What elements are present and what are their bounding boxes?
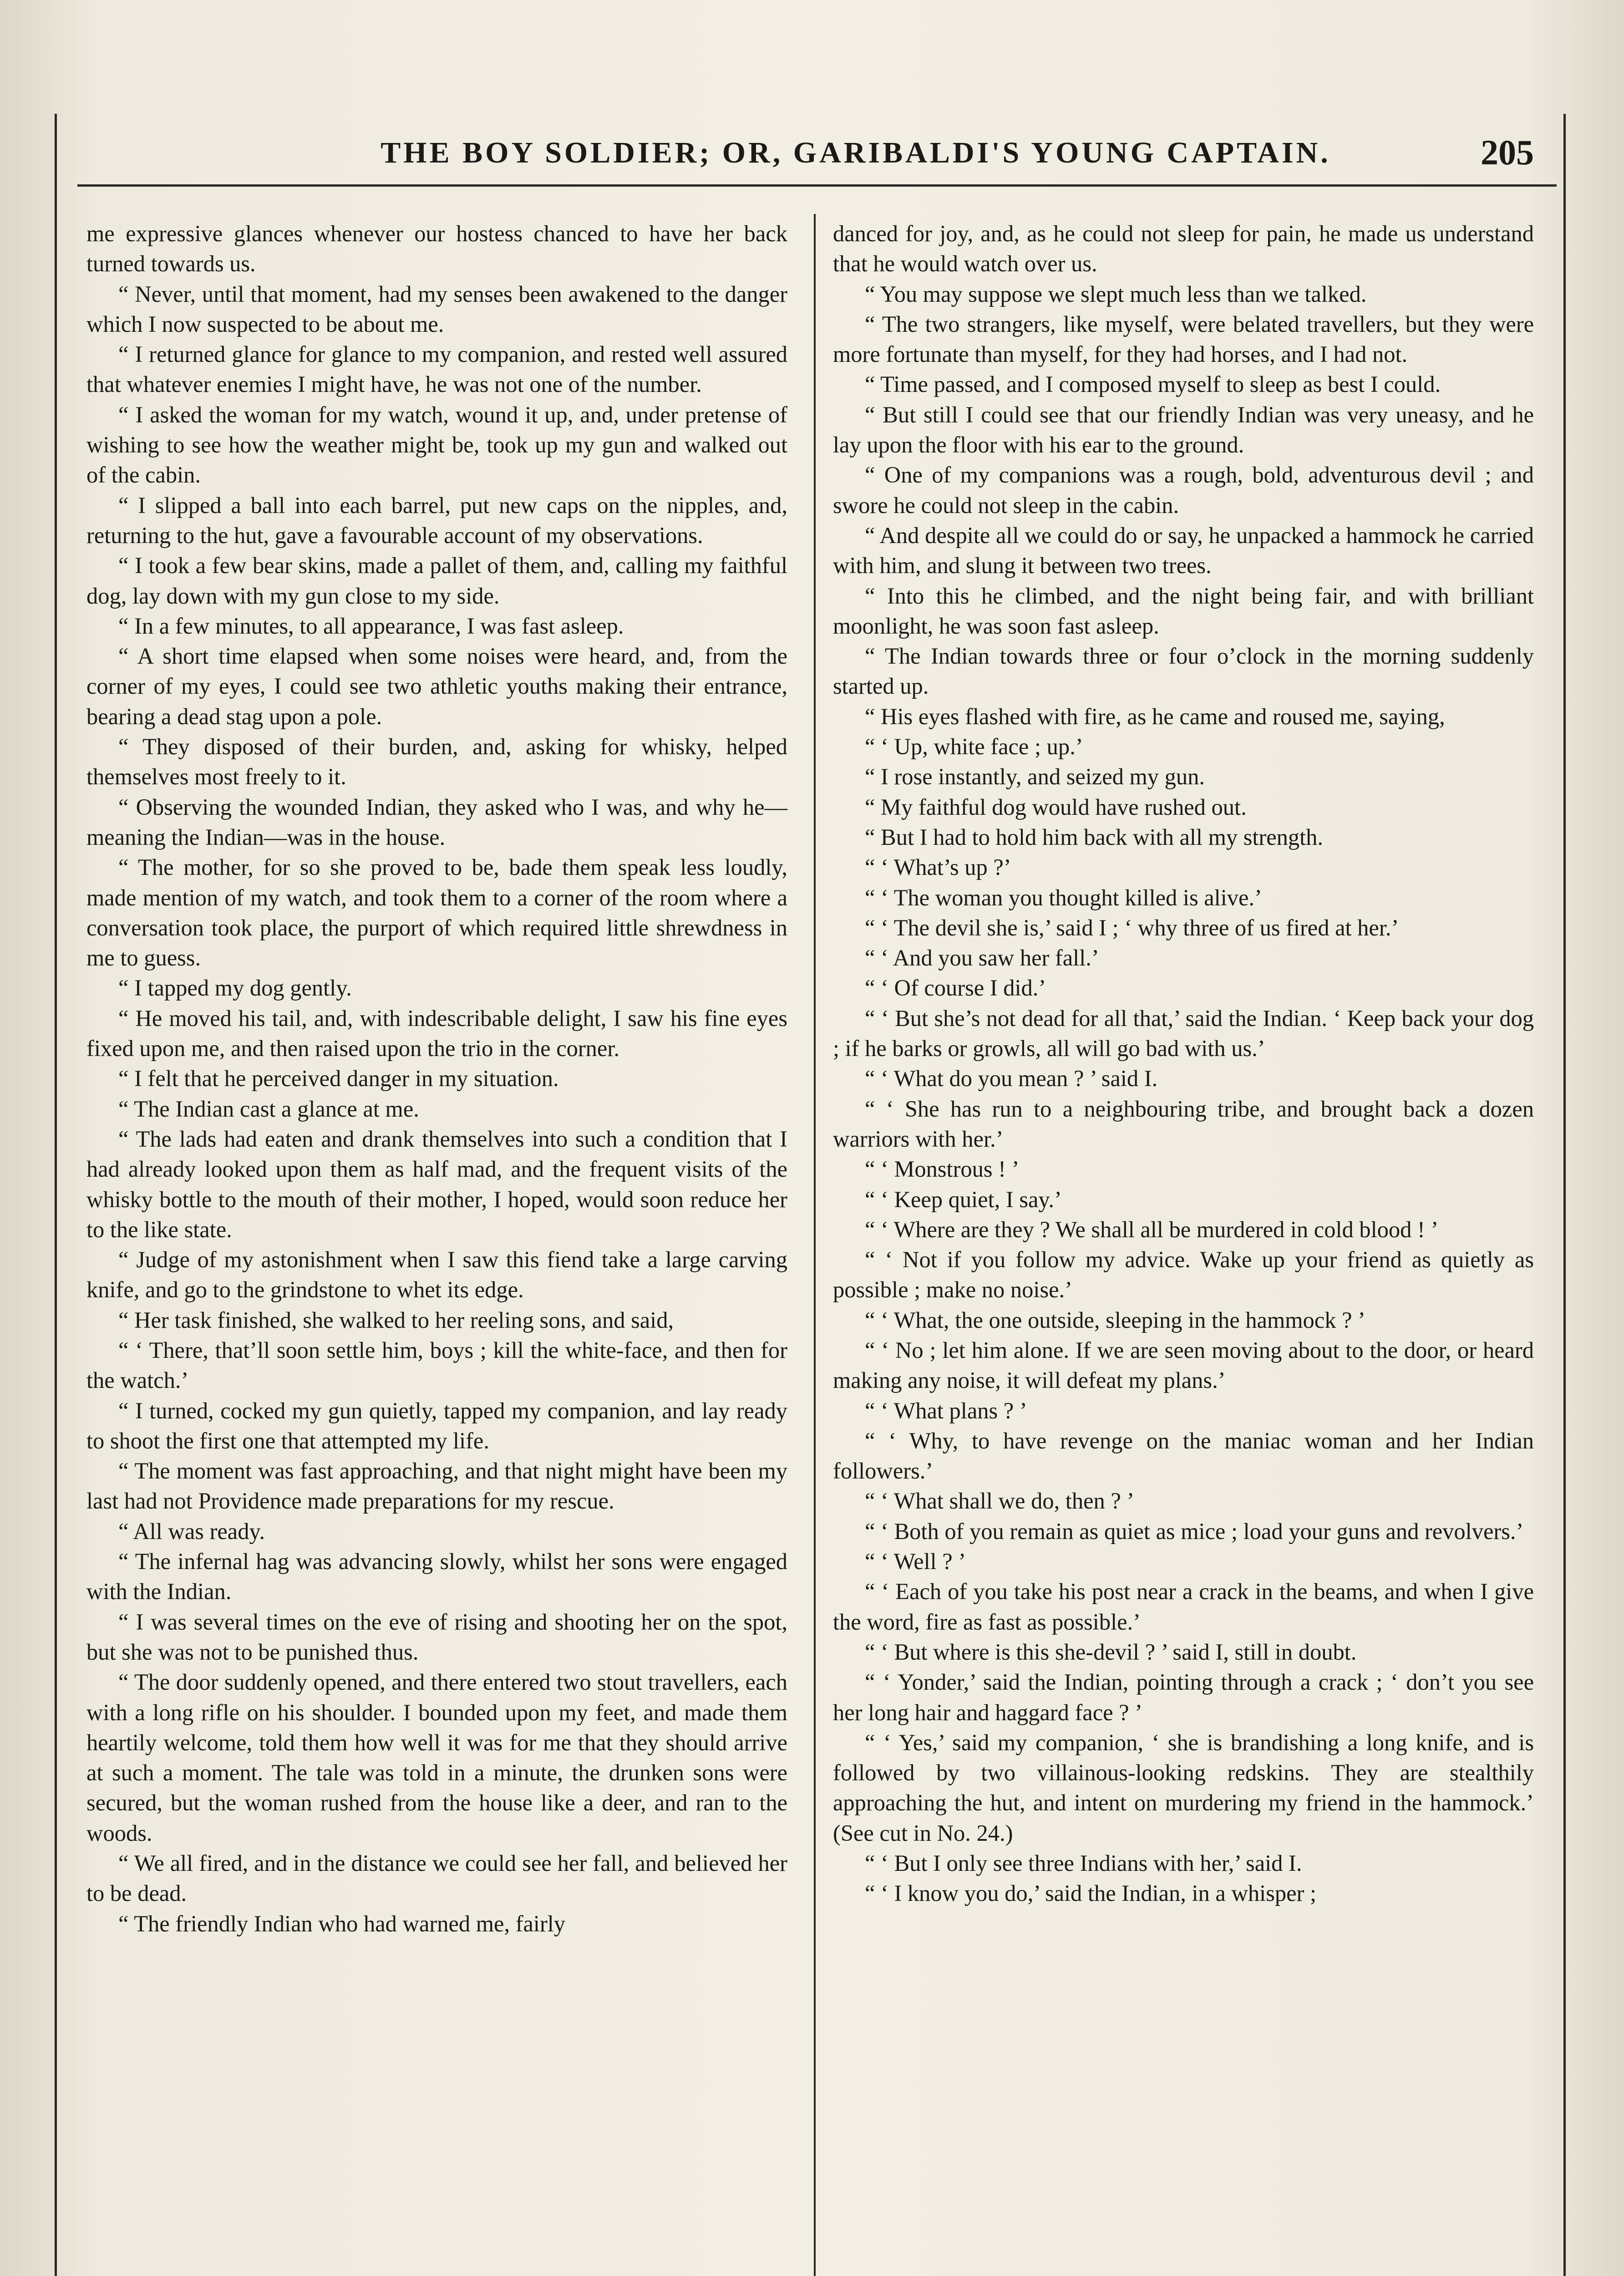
- text-column-right: [833, 218, 1534, 1909]
- paragraph: “ ‘ But I only see three Indians with her,’ said I.: [865, 1850, 1302, 1876]
- paragraph: “ The lads had eaten and drank themselves into such a condition that I had already looked upon them as half mad, and the frequent visits of the whisky bottle to the mouth of their mother, I hoped, would soon reduce her to the like state.: [86, 1126, 787, 1242]
- paragraph: “ ‘ The woman you thought killed is alive.’: [865, 884, 1262, 910]
- paragraph: “ Her task finished, she walked to her reeling sons, and said,: [118, 1307, 674, 1333]
- paragraph: “ ‘ Each of you take his post near a crack in the beams, and when I give the word, fire as fast as possible.’: [833, 1579, 1534, 1635]
- paragraph: “ The Indian towards three or four o’clock in the morning suddenly started up.: [833, 643, 1534, 699]
- paragraph: “ And despite all we could do or say, he unpacked a hammock he carried with him, and slung it between two trees.: [833, 522, 1534, 579]
- paragraph: “ ‘ Yonder,’ said the Indian, pointing through a crack ; ‘ don’t you see her long hair and haggard face ? ’: [833, 1669, 1534, 1725]
- paragraph: “ ‘ Yes,’ said my companion, ‘ she is brandishing a long knife, and is followed by two villainous-looking redskins. They are stealthily approaching the hut, and intent on murdering my friend in the hammock.’ (See cut in No. 24.): [833, 1729, 1534, 1846]
- paragraph: “ The door suddenly opened, and there entered two stout travellers, each with a long rifle on his shoulder. I bounded upon my feet, and made them heartily welcome, told them how well it was for me that they should arrive at such a moment. The tale was told in a minute, the drunken sons were secured, but the woman rushed from the house like a deer, and ran to the woods.: [86, 1669, 787, 1846]
- paragraph: “ ‘ What shall we do, then ? ’: [865, 1488, 1135, 1514]
- paragraph: “ I rose instantly, and seized my gun.: [865, 764, 1205, 790]
- paragraph: “ They disposed of their burden, and, asking for whisky, helped themselves most freely to it.: [86, 734, 787, 790]
- paragraph: “ We all fired, and in the distance we could see her fall, and believed her to be dead.: [86, 1850, 787, 1906]
- paragraph: “ All was ready.: [118, 1518, 265, 1544]
- paragraph: “ I slipped a ball into each barrel, put new caps on the nipples, and, returning to the hut, gave a favourable account of my observations.: [86, 492, 787, 548]
- paragraph: “ ‘ There, that’ll soon settle him, boys ; kill the white-face, and then for the watch.’: [86, 1337, 787, 1393]
- paragraph: “ I asked the woman for my watch, wound it up, and, under pretense of wishing to see how the weather might be, took up my gun and walked out of the cabin.: [86, 401, 787, 488]
- paragraph: “ In a few minutes, to all appearance, I was fast asleep.: [118, 613, 624, 639]
- paragraph: “ ‘ Why, to have revenge on the maniac woman and her Indian followers.’: [833, 1428, 1534, 1484]
- paragraph: “ The mother, for so she proved to be, bade them speak less loudly, made mention of my watch, and took them to a corner of the room where a conversation took place, the purport of which required little shrewdness in me to guess.: [86, 854, 787, 971]
- paragraph: “ ‘ Keep quiet, I say.’: [865, 1186, 1062, 1212]
- paragraph: “ Never, until that moment, had my senses been awakened to the danger which I now suspected to be about me.: [86, 281, 787, 337]
- paragraph: “ Time passed, and I composed myself to sleep as best I could.: [865, 371, 1441, 397]
- paragraph: “ ‘ Up, white face ; up.’: [865, 734, 1083, 760]
- paragraph: “ ‘ Well ? ’: [865, 1549, 966, 1575]
- page-title: THE BOY SOLDIER; OR, GARIBALDI'S YOUNG CAPTAIN.: [381, 136, 1331, 169]
- paragraph: “ But I had to hold him back with all my strength.: [865, 824, 1324, 850]
- paragraph: “ The infernal hag was advancing slowly, whilst her sons were engaged with the Indian.: [86, 1549, 787, 1605]
- paragraph: “ Judge of my astonishment when I saw this fiend take a large carving knife, and go to the grindstone to whet its edge.: [86, 1247, 787, 1303]
- paragraph: “ ‘ And you saw her fall.’: [865, 945, 1099, 971]
- paragraph: “ ‘ Monstrous ! ’: [865, 1156, 1020, 1182]
- paragraph: “ His eyes flashed with fire, as he came and roused me, saying,: [865, 703, 1445, 729]
- paragraph: “ ‘ What, the one outside, sleeping in the hammock ? ’: [865, 1307, 1365, 1333]
- paragraph: “ The moment was fast approaching, and that night might have been my last had not Providence made preparations for my rescue.: [86, 1458, 787, 1514]
- text-column-left: [86, 218, 787, 1939]
- paragraph: “ I tapped my dog gently.: [118, 975, 352, 1001]
- header-divider: [77, 184, 1557, 187]
- paragraph: “ You may suppose we slept much less than we talked.: [865, 281, 1367, 307]
- left-border-rule: [55, 114, 57, 2276]
- paragraph: “ I returned glance for glance to my companion, and rested well assured that whatever enemies I might have, he was not one of the number.: [86, 341, 787, 397]
- paragraph: “ ‘ The devil she is,’ said I ; ‘ why three of us fired at her.’: [865, 914, 1399, 940]
- paragraph: “ ‘ But she’s not dead for all that,’ said the Indian. ‘ Keep back your dog ; if he barks or growls, all will go bad with us.’: [833, 1005, 1534, 1062]
- paragraph: “ But still I could see that our friendly Indian was very uneasy, and he lay upon the floor with his ear to the ground.: [833, 401, 1534, 458]
- paragraph: “ My faithful dog would have rushed out.: [865, 794, 1247, 820]
- paragraph: “ A short time elapsed when some noises were heard, and, from the corner of my eyes, I could see two athletic youths making their entrance, bearing a dead stag upon a pole.: [86, 643, 787, 729]
- right-border-rule: [1563, 114, 1566, 2276]
- paragraph: “ Into this he climbed, and the night being fair, and with brilliant moonlight, he was soon fast asleep.: [833, 583, 1534, 639]
- paragraph: “ I turned, cocked my gun quietly, tapped my companion, and lay ready to shoot the first one that attempted my life.: [86, 1397, 787, 1453]
- paragraph: “ One of my companions was a rough, bold, adventurous devil ; and swore he could not sleep in the cabin.: [833, 462, 1534, 518]
- paragraph: “ He moved his tail, and, with indescribable delight, I saw his fine eyes fixed upon me, and then raised upon the trio in the corner.: [86, 1005, 787, 1062]
- paragraph: “ The two strangers, like myself, were belated travellers, but they were more fortunate than myself, for they had horses, and I had not.: [833, 311, 1534, 367]
- paragraph: “ ‘ Both of you remain as quiet as mice ; load your guns and revolvers.’: [865, 1518, 1524, 1544]
- column-divider: [814, 214, 816, 2276]
- paragraph: “ ‘ I know you do,’ said the Indian, in a whisper ;: [865, 1880, 1316, 1906]
- paragraph: “ The friendly Indian who had warned me, fairly: [118, 1910, 566, 1936]
- paragraph: “ I was several times on the eve of rising and shooting her on the spot, but she was not to be punished thus.: [86, 1609, 787, 1665]
- paragraph: “ ‘ She has run to a neighbouring tribe, and brought back a dozen warriors with her.’: [833, 1096, 1534, 1152]
- paragraph: “ ‘ Not if you follow my advice. Wake up your friend as quietly as possible ; make no noise.’: [833, 1247, 1534, 1303]
- paragraph: “ The Indian cast a glance at me.: [118, 1096, 419, 1122]
- page-number: 205: [1481, 132, 1534, 172]
- paragraph: “ ‘ What plans ? ’: [865, 1397, 1027, 1423]
- paragraph: “ ‘ Where are they ? We shall all be murdered in cold blood ! ’: [865, 1216, 1439, 1242]
- paragraph: “ ‘ But where is this she-devil ? ’ said I, still in doubt.: [865, 1639, 1357, 1665]
- paragraph: me expressive glances whenever our hostess chanced to have her back turned towards us.: [86, 221, 787, 277]
- running-head: [59, 132, 1561, 182]
- paragraph: “ ‘ What’s up ?’: [865, 854, 1011, 880]
- paragraph: “ ‘ Of course I did.’: [865, 975, 1046, 1001]
- paragraph: “ ‘ What do you mean ? ’ said I.: [865, 1066, 1158, 1092]
- paragraph: “ Observing the wounded Indian, they asked who I was, and why he—meaning the Indian—was in the house.: [86, 794, 787, 850]
- paragraph: danced for joy, and, as he could not sleep for pain, he made us understand that he would watch over us.: [833, 221, 1534, 277]
- paragraph: “ I felt that he perceived danger in my situation.: [118, 1066, 559, 1092]
- paragraph: “ ‘ No ; let him alone. If we are seen moving about to the door, or heard making any noise, it will defeat my plans.’: [833, 1337, 1534, 1393]
- paragraph: “ I took a few bear skins, made a pallet of them, and, calling my faithful dog, lay down with my gun close to my side.: [86, 553, 787, 609]
